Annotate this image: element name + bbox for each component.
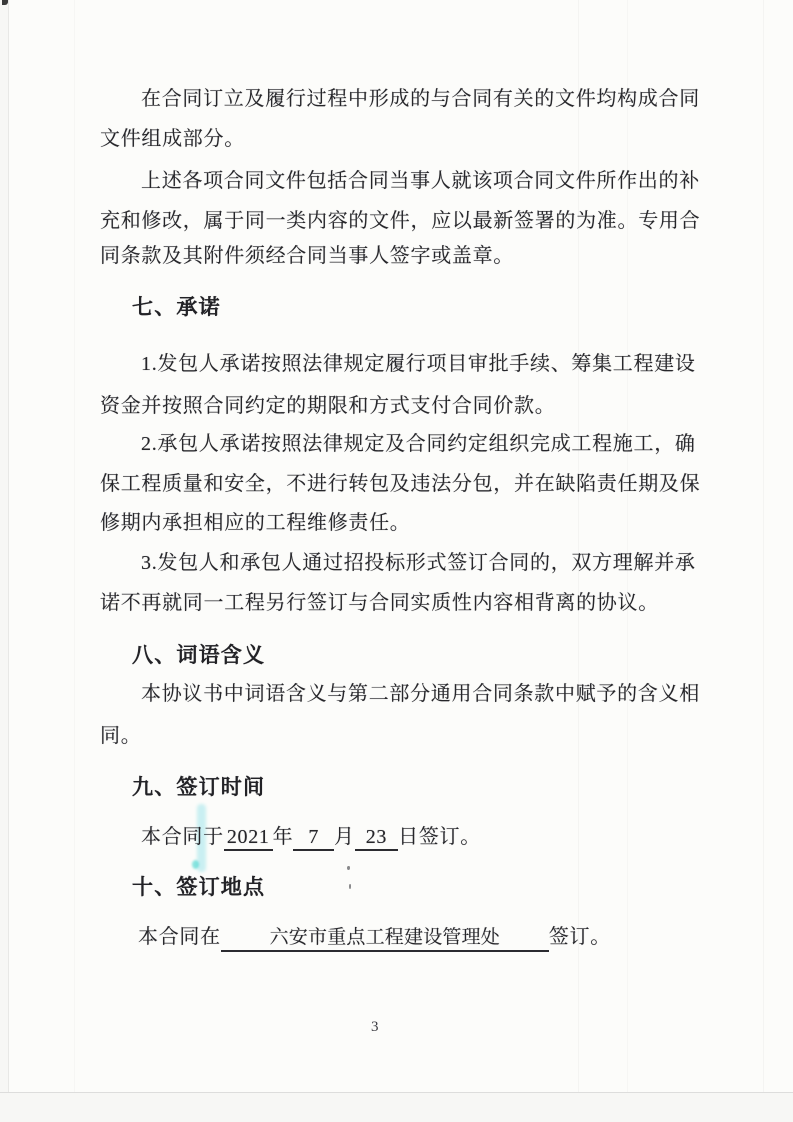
paragraph-line: 1.发包人承诺按照法律规定履行项目审批手续、筹集工程建设 xyxy=(141,353,696,375)
location-underline xyxy=(221,926,549,952)
date-day-value: 23 xyxy=(355,826,398,851)
location-prefix: 本合同在 xyxy=(138,926,221,948)
date-suffix: 日签订。 xyxy=(398,826,481,848)
paragraph-line: 资金并按照合同约定的期限和方式支付合同价款。 xyxy=(100,395,556,417)
location-suffix: 签订。 xyxy=(548,926,611,948)
scan-streak xyxy=(763,0,764,1092)
scan-streak xyxy=(627,0,628,1092)
date-prefix: 本合同于 xyxy=(141,826,224,848)
section-heading-10: 十、签订地点 xyxy=(132,876,266,899)
section-heading-7: 七、承诺 xyxy=(132,296,221,319)
paragraph-line: 同。 xyxy=(100,725,142,747)
scan-ink-smudge xyxy=(192,860,199,869)
date-month-value: 7 xyxy=(293,826,334,851)
date-month-unit: 月 xyxy=(334,826,355,848)
paragraph-line: 3.发包人和承包人通过招投标形式签订合同的，双方理解并承 xyxy=(141,552,696,574)
paragraph-line: 充和修改，属于同一类内容的文件，应以最新签署的为准。专用合 xyxy=(100,210,701,232)
paragraph-line: 同条款及其附件须经合同当事人签字或盖章。 xyxy=(100,245,514,267)
scan-streak xyxy=(74,0,75,1092)
date-year-value: 2021 xyxy=(224,826,273,851)
scan-bottom-page-edge xyxy=(0,1092,793,1122)
scan-speck xyxy=(347,866,350,870)
date-year-unit: 年 xyxy=(272,826,294,848)
paragraph-line: 修期内承担相应的工程维修责任。 xyxy=(100,512,411,534)
signing-date-line xyxy=(141,826,481,849)
paragraph-line: 本协议书中词语含义与第二部分通用合同条款中赋予的含义相 xyxy=(141,683,700,705)
signing-location-line xyxy=(138,926,611,952)
paragraph-line: 上述各项合同文件包括合同当事人就该项合同文件所作出的补 xyxy=(141,170,700,192)
paragraph-line: 2.承包人承诺按照法律规定及合同约定组织完成工程施工，确 xyxy=(141,433,696,455)
paragraph-line: 保工程质量和安全，不进行转包及违法分包，并在缺陷责任期及保 xyxy=(100,473,701,495)
paragraph-line: 在合同订立及履行过程中形成的与合同有关的文件均构成合同 xyxy=(141,88,700,110)
page-number: 3 xyxy=(371,1019,379,1035)
section-heading-8: 八、词语含义 xyxy=(132,644,266,667)
scan-speck xyxy=(349,884,351,889)
paragraph-line: 诺不再就同一工程另行签订与合同实质性内容相背离的协议。 xyxy=(100,592,659,614)
scan-left-page-edge xyxy=(0,0,9,1122)
section-heading-9: 九、签订时间 xyxy=(132,776,266,799)
paragraph-line: 文件组成部分。 xyxy=(100,128,245,150)
location-value: 六安市重点工程建设管理处 xyxy=(269,927,501,948)
